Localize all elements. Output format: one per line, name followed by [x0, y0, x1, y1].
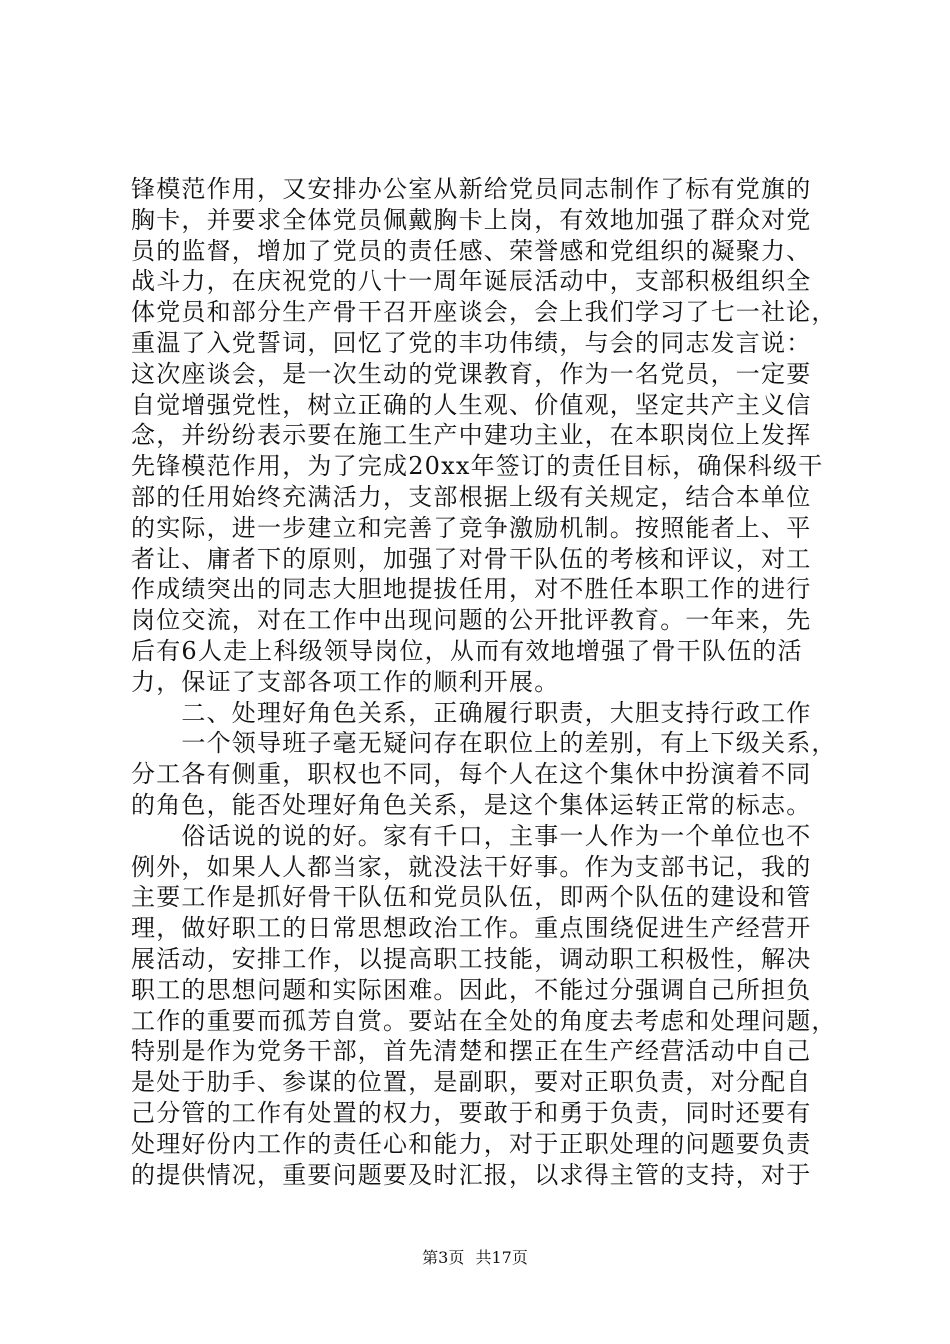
text-line: 后有6人走上科级领导岗位，从而有效地增强了骨干队伍的活 [131, 636, 803, 665]
text-line: 体党员和部分生产骨干召开座谈会，会上我们学习了七一社论， [131, 298, 837, 327]
text-line: 自觉增强党性，树立正确的人生观、价值观，坚定共产主义信 [131, 390, 812, 419]
text-line: 先锋模范作用，为了完成20xx年签订的责任目标，确保科级干 [131, 452, 824, 481]
document-body [131, 174, 851, 1190]
text-line: 者让、庸者下的原则，加强了对骨干队伍的考核和评议，对工 [131, 544, 812, 573]
text-line: 己分管的工作有处置的权力，要敢于和勇于负责，同时还要有 [131, 1098, 812, 1127]
text-line: 例外，如果人人都当家，就没法干好事。作为支部书记，我的 [131, 852, 812, 881]
text-line: 的角色，能否处理好角色关系，是这个集体运转正常的标志。 [131, 790, 812, 819]
text-line: 主要工作是抓好骨干队伍和党员队伍，即两个队伍的建设和管 [131, 883, 812, 912]
text-line: 的实际，进一步建立和完善了竞争激励机制。按照能者上、平 [131, 513, 812, 542]
text-line: 工作的重要而孤芳自赏。要站在全处的角度去考虑和处理问题， [131, 1006, 837, 1035]
page-total: 共17页 [475, 1248, 528, 1267]
text-line: 锋模范作用，又安排办公室从新给党员同志制作了标有党旗的 [131, 175, 812, 203]
text-line: 俗话说的说的好。家有千口，主事一人作为一个单位也不 [131, 821, 812, 850]
text-line: 胸卡，并要求全体党员佩戴胸卡上岗，有效地加强了群众对党 [131, 205, 812, 234]
page-number: 第3页 [422, 1248, 465, 1267]
text-line: 是处于肋手、参谋的位置，是副职，要对正职负责，对分配自 [131, 1068, 812, 1097]
text-line: 念，并纷纷表示要在施工生产中建功主业，在本职岗位上发挥 [131, 421, 812, 450]
page-footer [0, 1245, 950, 1268]
text-line: 战斗力，在庆祝党的八十一周年诞辰活动中，支部积极组织全 [131, 267, 812, 296]
text-line: 员的监督，增加了党员的责任感、荣誉感和党组织的凝聚力、 [131, 236, 812, 265]
text-line: 重温了入党誓词，回忆了党的丰功伟绩，与会的同志发言说： [131, 328, 812, 357]
text-line: 一个领导班子毫无疑问存在职位上的差别，有上下级关系， [131, 729, 837, 758]
text-line: 特别是作为党务干部，首先清楚和摆正在生产经营活动中自己 [131, 1037, 812, 1066]
text-line: 力，保证了支部各项工作的顺利开展。 [131, 667, 560, 696]
text-line: 这次座谈会，是一次生动的党课教育，作为一名党员，一定要 [131, 359, 812, 388]
text-line: 部的任用始终充满活力，支部根据上级有关规定，结合本单位 [131, 482, 812, 511]
section-heading: 二、处理好角色关系，正确履行职责，大胆支持行政工作 [131, 698, 812, 727]
text-line: 职工的思想问题和实际困难。因此，不能过分强调自己所担负 [131, 975, 812, 1004]
text-line: 展活动，安排工作，以提高职工技能，调动职工积极性，解决 [131, 944, 812, 973]
text-line: 的提供情况，重要问题要及时汇报，以求得主管的支持，对于 [131, 1160, 812, 1189]
text-line: 作成绩突出的同志大胆地提拔任用，对不胜任本职工作的进行 [131, 575, 812, 604]
text-line: 理，做好职工的日常思想政治工作。重点围绕促进生产经营开 [131, 914, 812, 943]
text-line: 岗位交流，对在工作中出现问题的公开批评教育。一年来，先 [131, 606, 812, 635]
text-line: 分工各有侧重，职权也不同，每个人在这个集休中扮演着不同 [131, 760, 812, 789]
text-line: 处理好份内工作的责任心和能力，对于正职处理的问题要负责 [131, 1129, 812, 1158]
